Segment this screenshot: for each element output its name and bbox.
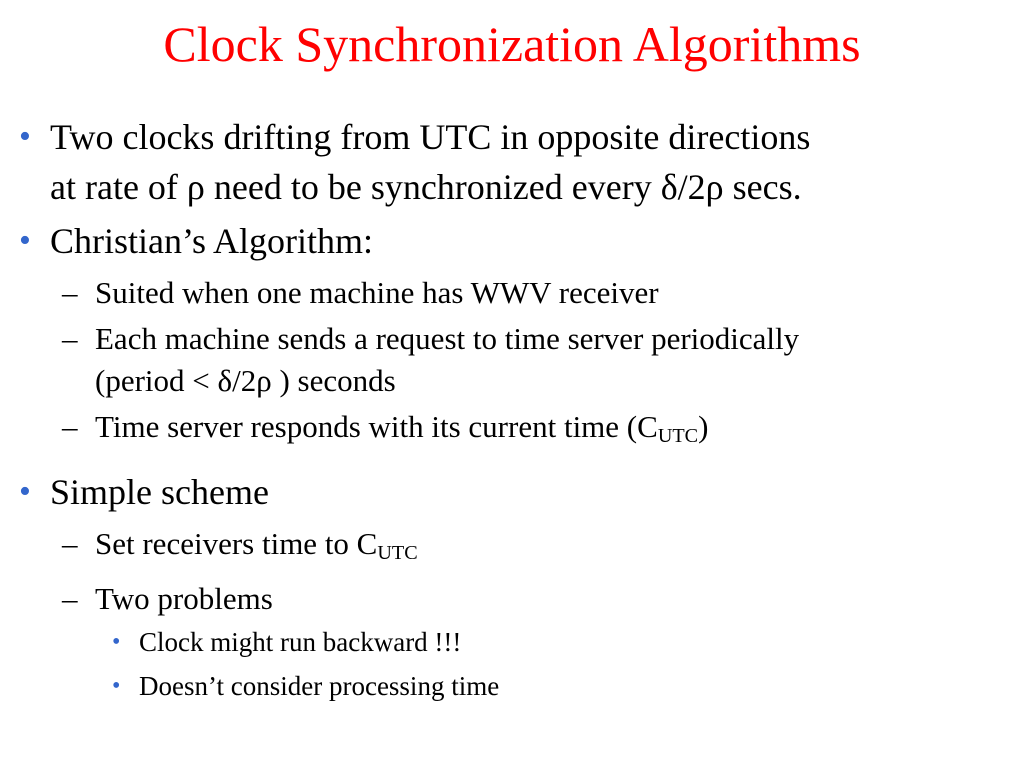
- sub-item-text: Suited when one machine has WWV receiver: [95, 275, 659, 310]
- sub-item-set-receivers-time: [0, 523, 1024, 574]
- sub-sub-item-clock-backward: [0, 620, 1024, 664]
- bullet-text-line: at rate of ρ need to be synchronized every δ/2ρ secs.: [50, 167, 802, 207]
- sub-sub-item-text: Doesn’t consider processing time: [139, 671, 500, 702]
- sub-sub-item-text: Clock might run backward !!!: [139, 627, 462, 658]
- subscript-utc: UTC: [377, 542, 418, 565]
- bullet-icon: •: [112, 673, 121, 700]
- sub-item-text: Two problems: [95, 581, 273, 617]
- dash-icon: –: [62, 409, 78, 444]
- bullet-text: Christian’s Algorithm:: [50, 221, 374, 261]
- bullet-text-line: Two clocks drifting from UTC in opposite directions: [50, 117, 811, 157]
- sub-item-text-line: (period < δ/2ρ ) seconds: [95, 363, 396, 398]
- subscript-utc: UTC: [657, 425, 699, 448]
- sub-sub-item-processing-time: [0, 664, 1024, 708]
- bullet-icon: •: [19, 118, 31, 155]
- dash-icon: –: [62, 526, 78, 562]
- sub-item-wwv-receiver: [0, 272, 1024, 314]
- bullet-icon: •: [112, 629, 121, 656]
- dash-icon: –: [62, 581, 78, 617]
- sub-item-text-suffix: ): [698, 409, 709, 444]
- dash-icon: –: [62, 321, 78, 356]
- bullet-item-christians-algorithm: [0, 216, 1024, 266]
- sub-item-text-line: Each machine sends a request to time server periodically: [95, 321, 800, 356]
- bullet-icon: •: [19, 222, 31, 259]
- sub-item-server-responds: [0, 406, 1024, 457]
- slide-content: [0, 112, 1024, 708]
- sub-item-periodic-request: [0, 318, 1024, 402]
- bullet-item-drifting-clocks: [0, 112, 1024, 212]
- bullet-icon: •: [19, 473, 31, 511]
- sub-item-text: Set receivers time to C: [95, 526, 378, 562]
- sub-item-text: Time server responds with its current time (C: [95, 409, 658, 444]
- bullet-item-simple-scheme: [0, 467, 1024, 517]
- sub-item-two-problems: [0, 578, 1024, 620]
- dash-icon: –: [62, 275, 78, 310]
- slide-title: Clock Synchronization Algorithms: [163, 16, 861, 72]
- bullet-text: Simple scheme: [50, 472, 269, 513]
